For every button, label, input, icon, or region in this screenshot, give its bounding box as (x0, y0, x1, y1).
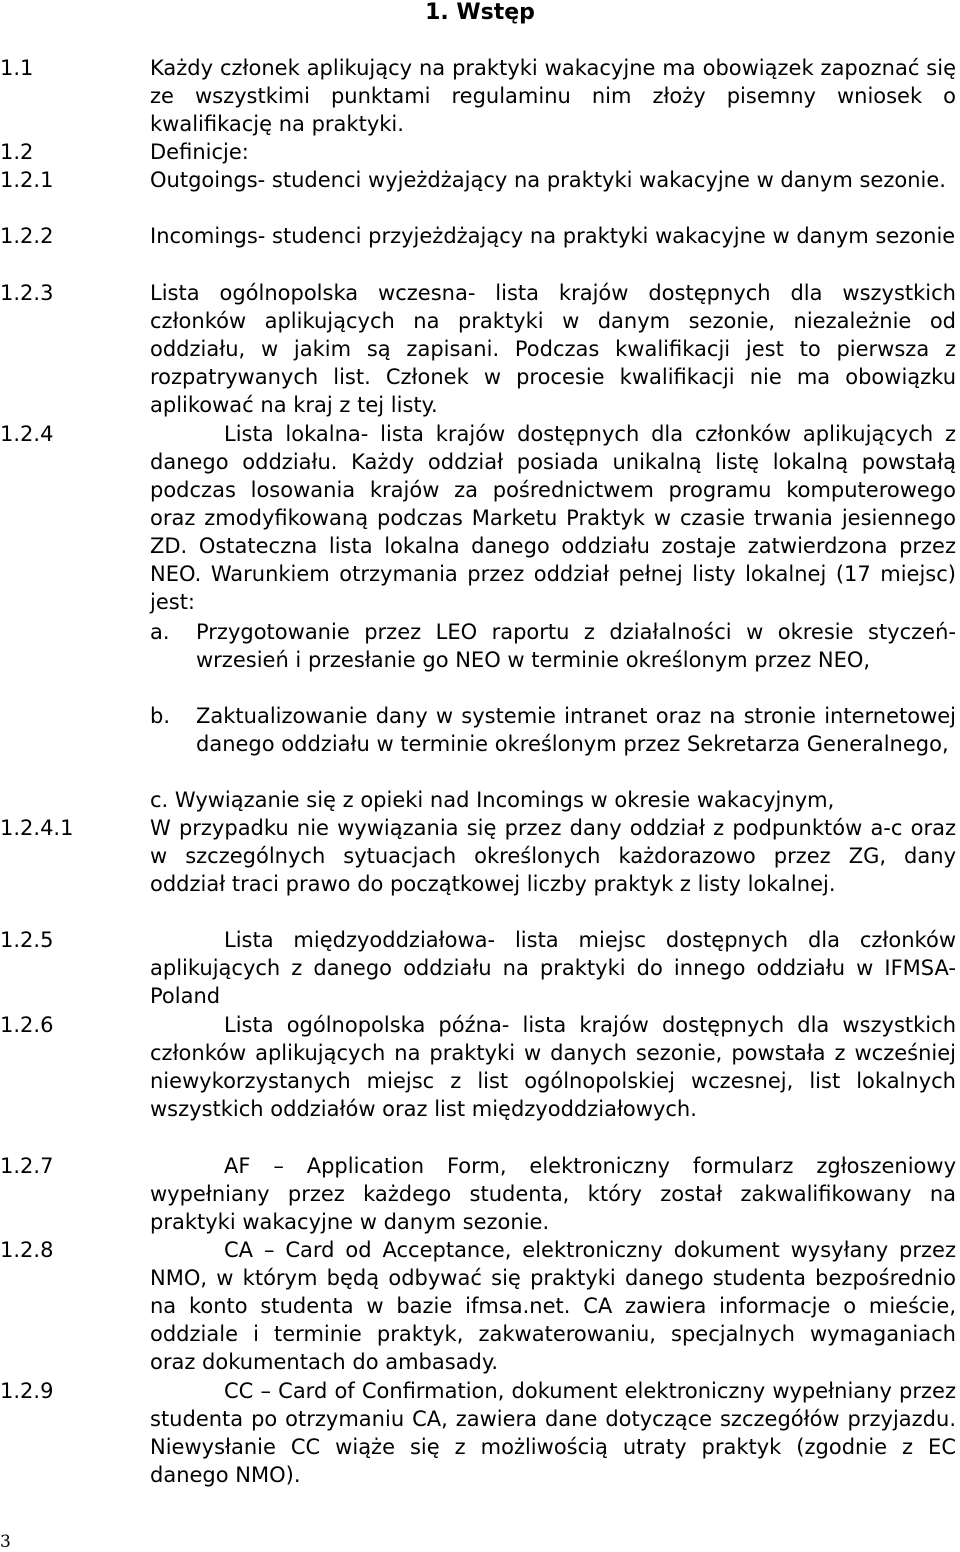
clause-text (150, 926, 956, 1010)
page-number: 3 (0, 1532, 11, 1552)
clause-text-content: Lista międzyoddziałowa- lista miejsc dostępnych dla członków aplikujących z danego oddziału na praktyki do innego oddziału w IFMSA-Poland (150, 928, 956, 1008)
clause-number: 1.2.1 (0, 168, 54, 192)
clause-text-content: CC – Card of Confirmation, dokument elektroniczny wypełniany przez studenta po otrzymaniu CA, zawiera dane dotyczące szczegółów przyjazdu. Niewysłanie CC wiąże się z możliwością utraty praktyk (zgodnie z EC danego NMO). (150, 1379, 956, 1487)
clause-text: Definicje: (150, 140, 249, 164)
clause-text (150, 1152, 956, 1236)
clause-text: W przypadku nie wywiązania się przez dany oddział z podpunktów a-c oraz w szczególnych sytuacjach określonych każdorazowo przez ZG, dany oddział traci prawo do początkowej liczby praktyk z listy lokalnej. (150, 816, 956, 896)
subitem-text: Przygotowanie przez LEO raportu z działalności w okresie styczeń-wrzesień i przesłanie go NEO w terminie określonym przez NEO, (196, 620, 956, 672)
subitem-marker: a. (150, 620, 170, 644)
subitem-text: Zaktualizowanie dany w systemie intranet oraz na stronie internetowej danego oddziału w terminie określonym przez Sekretarza Generalnego, (196, 704, 956, 756)
subitem-text (150, 786, 956, 814)
subitem-marker: b. (150, 704, 171, 728)
clause-text (150, 1011, 956, 1123)
clause-number: 1.2.8 (0, 1238, 54, 1262)
clause-text: Outgoings- studenci wyjeżdżający na praktyki wakacyjne w danym sezonie. (150, 168, 946, 192)
clause-number: 1.2.4.1 (0, 816, 74, 840)
clause-number: 1.2.3 (0, 281, 54, 305)
clause-text-content: Lista ogólnopolska późna- lista krajów dostępnych dla wszystkich członków aplikujących na praktyki w danych sezonie, powstała z wcześniej niewykorzystanych miejsc z list ogólnopolskiej wczesnej, list lokalnych wszystkich oddziałów oraz list międzyoddziałowych. (150, 1013, 956, 1121)
clause-text-content: AF – Application Form, elektroniczny formularz zgłoszeniowy wypełniany przez każdego studenta, który został zakwalifikowany na praktyki wakacyjne w danym sezonie. (150, 1154, 956, 1234)
clause-text: Każdy członek aplikujący na praktyki wakacyjne ma obowiązek zapoznać się ze wszystkimi punktami regulaminu nim złoży pisemny wniosek o kwalifikację na praktyki. (150, 56, 956, 136)
clause-number: 1.2.6 (0, 1013, 54, 1037)
clause-number: 1.2.7 (0, 1154, 54, 1178)
clause-text: Incomings- studenci przyjeżdżający na praktyki wakacyjne w danym sezonie (150, 224, 956, 248)
clause-text (150, 1377, 956, 1489)
subitem-text-content: Wywiązanie się z opieki nad Incomings w okresie wakacyjnym, (174, 788, 835, 812)
section-heading: 1. Wstęp (425, 0, 535, 25)
clause-number: 1.2 (0, 140, 34, 164)
clause-text-content: Lista lokalna- lista krajów dostępnych dla członków aplikujących z danego oddziału. Każdy oddział posiada unikalną listę lokalną powstałą podczas losowania krajów za pośrednictwem programu komputerowego oraz zmodyfikowaną podczas Marketu Praktyk w czasie trwania jesiennego ZD. Ostateczna lista lokalna danego oddziału zostaje zatwierdzona przez NEO. Warunkiem otrzymania przez oddział pełnej listy lokalnej (17 miejsc) jest: (150, 422, 956, 614)
clause-text (150, 420, 956, 616)
clause-number: 1.2.2 (0, 224, 54, 248)
clause-text-content: CA – Card od Acceptance, elektroniczny dokument wysyłany przez NMO, w którym będą odbywać się praktyki danego studenta bezpośrednio na konto studenta w bazie ifmsa.net. CA zawiera informacje o mieście, oddziale i terminie praktyk, zakwaterowaniu, specjalnych wymaganiach oraz dokumentach do ambasady. (150, 1238, 956, 1374)
clause-number: 1.1 (0, 56, 34, 80)
subitem-marker: c. (150, 788, 169, 812)
clause-text (150, 1236, 956, 1376)
clause-number: 1.2.9 (0, 1379, 54, 1403)
clause-number: 1.2.5 (0, 928, 54, 952)
clause-number: 1.2.4 (0, 422, 54, 446)
clause-text: Lista ogólnopolska wczesna- lista krajów dostępnych dla wszystkich członków aplikujących na praktyki w danym sezonie, niezależnie od oddziału, w jakim są zapisani. Podczas kwalifikacji jest to pierwsza z rozpatrywanych list. Członek w procesie kwalifikacji nie ma obowiązku aplikować na kraj z tej listy. (150, 281, 956, 417)
